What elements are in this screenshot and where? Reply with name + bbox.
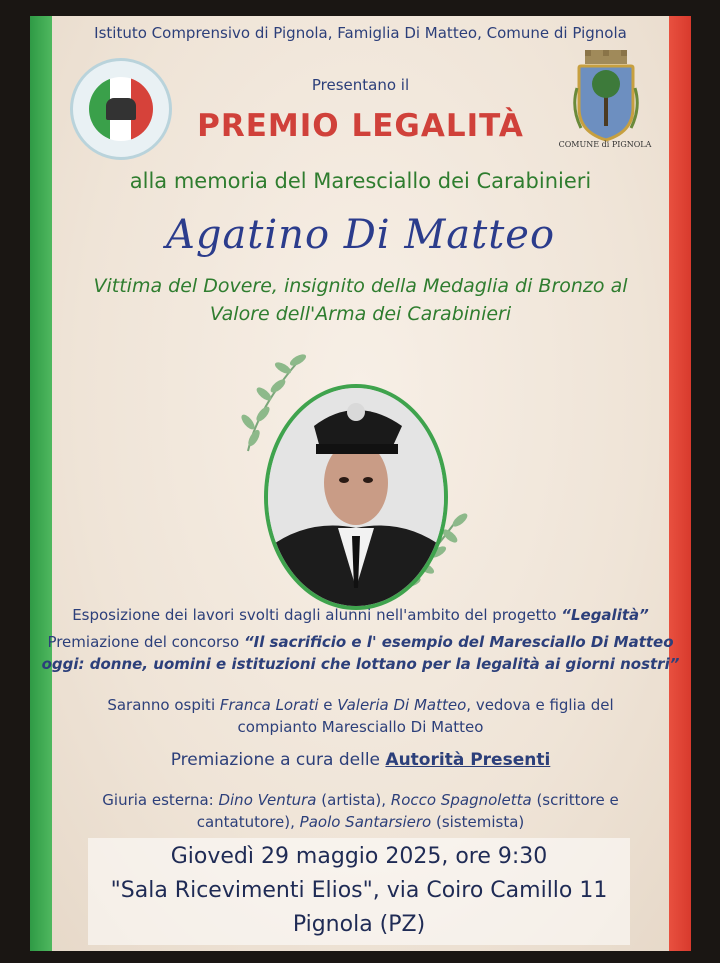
giurato-2: Rocco Spagnoletta <box>390 791 532 809</box>
portrait-image <box>268 388 444 606</box>
esposizione-prefix: Esposizione dei lavori svolti dagli alunni nell'ambito del progetto <box>72 606 562 624</box>
memoria-line: alla memoria del Maresciallo dei Carabinieri <box>129 169 592 193</box>
vittima-text <box>30 272 691 328</box>
crest-label: COMUNE di PIGNOLA <box>558 140 652 149</box>
honoree-name: Agatino Di Matteo <box>165 212 556 258</box>
giurato-3: Paolo Santarsiero <box>299 813 432 831</box>
premiazione-cura-prefix: Premiazione a cura delle <box>170 750 386 770</box>
ospiti-suffix: , vedova e figlia del <box>466 696 614 714</box>
giuria-line-2-role: cantatutore), <box>196 813 300 831</box>
vittima-line-1: Vittima del Dovere, insignito della Medaglia di Bronzo al <box>93 275 628 297</box>
ospite-2: Valeria Di Matteo <box>337 696 467 714</box>
organizers-line: Istituto Comprensivo di Pignola, Famiglia Di Matteo, Comune di Pignola <box>94 24 627 42</box>
giuria-label: Giuria esterna: <box>102 791 219 809</box>
premiazione-prefix: Premiazione del concorso <box>47 633 244 651</box>
event-venue: "Sala Ricevimenti Elios", via Coiro Camillo 11 <box>110 878 608 903</box>
page-title: PREMIO LEGALITÀ <box>197 108 524 144</box>
event-city: Pignola (PZ) <box>292 912 426 937</box>
event-details-box <box>88 838 630 945</box>
ospiti-line-2: compianto Maresciallo Di Matteo <box>237 718 484 736</box>
poster <box>30 16 691 951</box>
concorso-title-line-1: “Il sacrificio e l' esempio del Maresciallo Di Matteo <box>243 633 674 651</box>
ospiti-prefix: Saranno ospiti <box>107 696 220 714</box>
event-date: Giovedì 29 maggio 2025, ore 9:30 <box>170 844 548 869</box>
autorita-presenti: Autorità Presenti <box>385 750 551 770</box>
honoree-portrait <box>264 384 448 610</box>
giurato-3-role: (sistemista) <box>431 813 525 831</box>
ospiti-text <box>30 694 691 738</box>
giurato-1-role: (artista), <box>316 791 391 809</box>
esposizione-text <box>30 604 691 626</box>
giurato-2-role: (scrittore e <box>531 791 619 809</box>
presentano-text: Presentano il <box>311 76 410 94</box>
vittima-line-2: Valore dell'Arma dei Carabinieri <box>209 303 512 325</box>
premiazione-concorso-text <box>30 631 691 675</box>
giurato-1: Dino Ventura <box>218 791 317 809</box>
premiazione-cura-text <box>30 749 691 771</box>
giuria-text <box>30 789 691 833</box>
ospiti-and: e <box>318 696 338 714</box>
project-name: “Legalità” <box>561 606 649 624</box>
concorso-title-line-2: oggi: donne, uomini e istituzioni che lottano per la legalità ai giorni nostri” <box>41 655 680 673</box>
ospite-1: Franca Lorati <box>219 696 319 714</box>
